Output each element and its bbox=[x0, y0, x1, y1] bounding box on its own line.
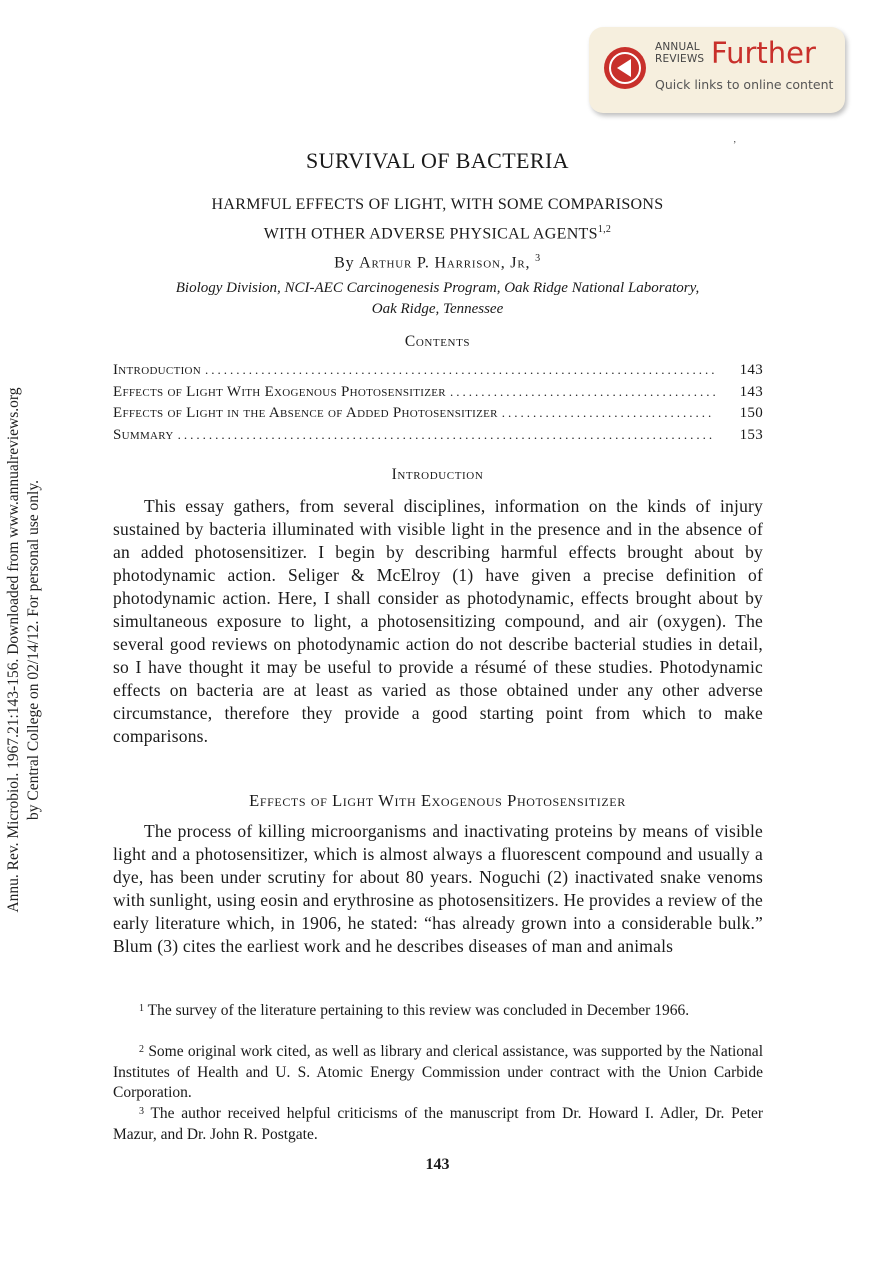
toc-row bbox=[113, 362, 763, 384]
footnote-text: The survey of the literature pertaining to this review was concluded in December 1966. bbox=[147, 1002, 690, 1019]
subtitle-line-2-text: WITH OTHER ADVERSE PHYSICAL AGENTS bbox=[263, 225, 598, 243]
toc-label: Effects of Light in the Absence of Added Photosensitizer bbox=[113, 405, 498, 421]
toc-leader bbox=[450, 384, 715, 400]
toc-row bbox=[113, 405, 763, 427]
footnote-number: 1 bbox=[139, 1003, 144, 1014]
table-of-contents bbox=[113, 362, 763, 448]
effects-paragraph: The process of killing microorganisms and inactivating proteins by means of visible light and a photosensitizer, which is almost always a fluorescent compound and usually a dye, has been under scrutiny for about 80 years. Noguchi (2) inactivated snake venoms with sunlight, using eosin and erythrosine as photosensitizers. He provides a review of the early literature which, in 1906, he stated: “has already grown into a considerable bulk.” Blum (3) cites the earliest work and he describes diseases of man and animals bbox=[113, 821, 763, 956]
introduction-paragraph: This essay gathers, from several disciplines, information on the kinds of injury sustained by bacteria illuminated with visible light in the presence and in the absence of an added photosensitizer. I begin by describing harmful effects brought about by photodynamic action. Seliger & McElroy (1) have given a precise definition of photodynamic action. Here, I shall consider as photodynamic, effects brought about by simultaneous exposure to light, a photosensitizing compound, and air (oxygen). The several good reviews on photodynamic action do not describe bacterial studies in detail, so I have thought it may be useful to provide a résumé of these studies. Photodynamic effects on bacteria are at least as varied as those obtained under any other adverse circumstance, therefore they provide a good starting point from which to make comparisons. bbox=[113, 496, 763, 746]
author-footnote-ref: 3 bbox=[535, 253, 541, 264]
affiliation-line-2: Oak Ridge, Tennessee bbox=[371, 301, 504, 317]
affiliation bbox=[110, 278, 765, 320]
article-subtitle bbox=[110, 192, 765, 246]
download-notice-line-1: Annu. Rev. Microbiol. 1967.21:143-156. Downloaded from www.annualreviews.org bbox=[5, 387, 22, 913]
footnote-number: 3 bbox=[139, 1106, 144, 1117]
quick-links-label: Quick links to online content bbox=[655, 77, 834, 92]
reviews-label: REVIEWS bbox=[655, 53, 705, 65]
toc-label: Summary bbox=[113, 426, 174, 443]
further-links-badge[interactable] bbox=[589, 27, 845, 113]
toc-label: Introduction bbox=[113, 362, 202, 378]
footnote bbox=[113, 1102, 763, 1145]
download-notice-line-2: by Central College on 02/14/12. For personal use only. bbox=[25, 480, 42, 820]
toc-row bbox=[113, 384, 763, 406]
further-label: Further bbox=[711, 36, 816, 70]
article-title: SURVIVAL OF BACTERIA bbox=[306, 148, 569, 173]
toc-leader bbox=[502, 405, 715, 421]
toc-leader bbox=[178, 427, 715, 443]
annual-label: ANNUAL bbox=[655, 41, 700, 53]
toc-page: 143 bbox=[739, 383, 763, 400]
play-back-icon bbox=[603, 46, 647, 90]
author-name: Arthur P. Harrison, Jr, bbox=[359, 254, 531, 272]
subtitle-footnote-ref: 1,2 bbox=[597, 224, 612, 235]
effects-heading: Effects of Light With Exogenous Photosensitizer bbox=[249, 791, 626, 810]
introduction-heading: Introduction bbox=[391, 466, 484, 483]
footnote-text: The author received helpful criticisms of the manuscript from Dr. Howard I. Adler, Dr. Peter Mazur, and Dr. John R. Postgate. bbox=[113, 1105, 763, 1143]
byline-prefix: By bbox=[334, 254, 360, 272]
footnote bbox=[113, 999, 763, 1022]
download-notice bbox=[4, 350, 44, 950]
contents-heading: Contents bbox=[404, 333, 471, 350]
subtitle-line-1: HARMFUL EFFECTS OF LIGHT, WITH SOME COMPARISONS bbox=[211, 196, 664, 213]
footnote-text: Some original work cited, as well as library and clerical assistance, was supported by the National Institutes of Health and U. S. Atomic Energy Commission under contract with the Union Carbide Corporation. bbox=[113, 1043, 763, 1101]
toc-page: 150 bbox=[739, 405, 763, 421]
toc-page: 153 bbox=[739, 426, 763, 443]
affiliation-line-1: Biology Division, NCI-AEC Carcinogenesis Program, Oak Ridge National Laboratory, bbox=[175, 280, 700, 296]
toc-row bbox=[113, 427, 763, 449]
footnote bbox=[113, 1040, 763, 1104]
footnote-number: 2 bbox=[139, 1044, 144, 1055]
stray-mark: ’ bbox=[733, 140, 737, 151]
annual-reviews-label bbox=[655, 41, 704, 65]
toc-page: 143 bbox=[739, 362, 763, 378]
page-number: 143 bbox=[425, 1156, 450, 1173]
toc-label: Effects of Light With Exogenous Photosensitizer bbox=[113, 383, 446, 400]
toc-leader bbox=[205, 362, 715, 378]
byline bbox=[110, 253, 765, 272]
subtitle-line-2 bbox=[110, 217, 765, 246]
